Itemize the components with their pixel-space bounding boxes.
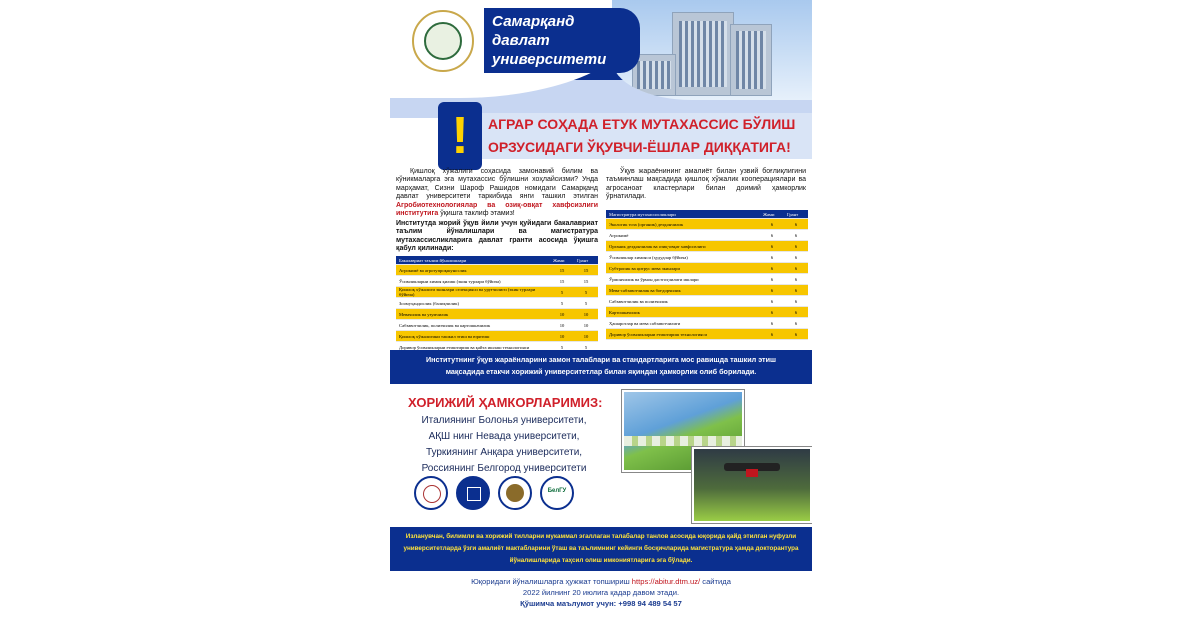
master-row <box>606 219 808 230</box>
collaboration-banner-text: Институтнинг ўқув жараёнларини замон талаблари ва стандартларига мос равишда ташкил этиш мақсадида етакчи хорижий университетлар билан яқиндан ҳамкорлик олиб борилади. <box>425 355 776 376</box>
master-cell-grant: 6 <box>784 296 808 307</box>
nevada-logo-icon <box>456 476 490 510</box>
bachelor-row <box>396 309 598 320</box>
master-cell-grant: 6 <box>784 274 808 285</box>
bachelor-cell-total: 5 <box>550 342 574 353</box>
bachelor-cell-total: 5 <box>550 287 574 298</box>
master-cell-total: 6 <box>760 285 784 296</box>
bachelor-row <box>396 276 598 287</box>
drone-field-photo <box>692 447 812 523</box>
intro-paragraph-3-text: Ўқув жараёнининг амалиёт билан узвий боғлиқлигини таъминлаш мақсадида қишлоқ хўжалик кооперациялари ва агросаноат кластерлари билан доимий ҳамкорлик ўрнатилади. <box>606 168 806 201</box>
bachelor-row <box>396 320 598 331</box>
master-cell-name: Ҳашаротлар ва мева сабзавотчилиги <box>606 318 760 329</box>
master-cell-total: 6 <box>760 230 784 241</box>
bachelor-cell-name: Қишлоқ хўжалиги экинлари селекцияси ва уруғчилиги (экин турлари бўйича) <box>396 287 550 298</box>
poster <box>390 0 812 627</box>
bachelor-cell-total: 15 <box>550 276 574 287</box>
bachelor-cell-grant: 15 <box>574 265 598 276</box>
master-cell-total: 6 <box>760 329 784 340</box>
bachelor-cell-name: Сабзавотчилик, полизчилик ва картошкачилик <box>396 320 550 331</box>
exclamation-icon: ! <box>438 102 482 170</box>
intro-paragraph-3 <box>606 168 806 202</box>
page-title <box>458 113 812 159</box>
bachelor-cell-grant: 5 <box>574 298 598 309</box>
master-cell-grant: 6 <box>784 285 808 296</box>
footer-prefix: Юқоридаги йўналишларга ҳужжат топшириш <box>471 577 632 586</box>
master-row <box>606 230 808 241</box>
footer-line-2: 2022 йилнинг 20 июлига қадар давом этади. <box>522 588 680 597</box>
master-row <box>606 252 808 263</box>
master-table <box>606 210 808 340</box>
master-header-grant: Грант <box>784 210 808 219</box>
master-cell-total: 6 <box>760 274 784 285</box>
bachelor-header-grant: Грант <box>574 256 598 265</box>
master-row <box>606 318 808 329</box>
footer-suffix: сайтида <box>700 577 731 586</box>
bachelor-row <box>396 287 598 298</box>
master-cell-grant: 6 <box>784 252 808 263</box>
master-cell-name: Доривор ўсимликларни етиштириш технологияси <box>606 329 760 340</box>
bachelor-row <box>396 298 598 309</box>
collaboration-banner <box>390 350 812 384</box>
bachelor-cell-grant: 10 <box>574 320 598 331</box>
partner-item: Италиянинг Болонья университети, <box>421 415 587 426</box>
bachelor-cell-grant: 5 <box>574 342 598 353</box>
master-cell-grant: 6 <box>784 219 808 230</box>
master-row <box>606 263 808 274</box>
partners-list <box>404 413 604 477</box>
master-row <box>606 285 808 296</box>
bachelor-row <box>396 331 598 342</box>
logo-emblem-icon <box>424 22 462 60</box>
bachelor-cell-name: Ўсимликларни химоя қилиш (экин турлари бўйича) <box>396 276 550 287</box>
master-row <box>606 274 808 285</box>
footer <box>390 576 812 609</box>
master-cell-total: 6 <box>760 307 784 318</box>
master-cell-grant: 6 <box>784 230 808 241</box>
partner-item: АҚШ нинг Невада университети, <box>428 431 580 442</box>
university-building-photo <box>612 0 812 100</box>
bachelor-cell-name: Қишлоқ хўжалигини ташкил этиш ва юритиш <box>396 331 550 342</box>
master-cell-name: Экологик тоза (органик) деҳқончилик <box>606 219 760 230</box>
university-name: Самарқанд давлат университети <box>484 8 640 73</box>
building-side <box>730 24 772 96</box>
ankara-logo-icon <box>498 476 532 510</box>
bachelor-row <box>396 265 598 276</box>
master-cell-name: Агрокимё <box>606 230 760 241</box>
master-cell-name: Субтропик ва цитрус мева экинлари <box>606 263 760 274</box>
master-cell-name: Ўсимликлар химояси (ҳудудлар бўйича) <box>606 252 760 263</box>
bachelor-table <box>396 256 598 353</box>
bachelor-cell-total: 10 <box>550 309 574 320</box>
master-cell-name: Органик деҳқончилик ва озиқ-овқат хавфсизлиги <box>606 241 760 252</box>
title-line-2: ОРЗУСИДАГИ ЎҚУВЧИ-ЁШЛАР ДИҚҚАТИГА! <box>488 139 791 155</box>
master-cell-total: 6 <box>760 318 784 329</box>
master-cell-grant: 6 <box>784 241 808 252</box>
master-row <box>606 296 808 307</box>
intro-paragraph-1 <box>396 168 598 218</box>
partner-item: Туркиянинг Анқара университети, <box>425 447 583 458</box>
intro-text-start: Қишлоқ хўжалиги соҳасида замонавий билим ва кўникмаларга эга мутахассис бўлишни хоҳлайсизми? Унда марҳамат, Сизни Шароф Рашидов номидаги Самарқанд давлат университети таркибида янги ташкил этилган <box>396 168 598 201</box>
opportunity-banner-text: Изланувчан, билимли ва хорижий тилларни мукаммал эгаллаган талабалар танлов асосида юқорида қайд этилган нуфузли университетларда ўзги амалиёт мактабларини ўташ ва таълимнинг кейинги босқичларида магистратура ҳамда докторантура йўналишларида таҳсил олиш имкониятларига эга бўлади. <box>403 533 799 564</box>
master-cell-grant: 6 <box>784 329 808 340</box>
master-cell-name: Сабзавотчилик ва полизчилик <box>606 296 760 307</box>
footer-line-1 <box>390 576 812 587</box>
master-cell-grant: 6 <box>784 263 808 274</box>
bachelor-cell-total: 10 <box>550 331 574 342</box>
master-cell-total: 6 <box>760 252 784 263</box>
bachelor-cell-name: Зоомуҳандислик (балиқчилик) <box>396 298 550 309</box>
belgorod-logo-icon <box>540 476 574 510</box>
abitur-link[interactable]: https://abitur.dtm.uz/ <box>631 577 701 586</box>
master-cell-total: 6 <box>760 241 784 252</box>
title-line-1: АГРАР СОҲАДА ЕТУК МУТАХАССИС БЎЛИШ <box>488 116 796 132</box>
bachelor-cell-name: Мевачилик ва узумчилик <box>396 309 550 320</box>
master-cell-grant: 6 <box>784 318 808 329</box>
bachelor-cell-name: Доривор ўсимликларни етиштириш ва қайта ишлаш технологияси <box>396 342 550 353</box>
master-header-total: Жами <box>760 210 784 219</box>
bachelor-header-name: Бакалавриат таълим йўналишлари <box>396 256 550 265</box>
bachelor-header-total: Жами <box>550 256 574 265</box>
master-cell-grant: 6 <box>784 307 808 318</box>
intro-paragraph-2: Институтда жорий ўқув йили учун қуйидаги бакалавриат таълим йўналишлари ва магистратура мутахассисликларига давлат гранти асосида ўқишга қабул қилинади: <box>396 220 598 253</box>
belgorod-logo-text: БелГУ <box>547 488 567 494</box>
partners-title: ХОРИЖИЙ ҲАМКОРЛАРИМИЗ: <box>408 395 603 410</box>
bologna-logo-icon <box>414 476 448 510</box>
bachelor-cell-total: 10 <box>550 320 574 331</box>
bachelor-cell-grant: 15 <box>574 276 598 287</box>
master-cell-total: 6 <box>760 219 784 230</box>
master-header-name: Магистратура мутахассисликлари <box>606 210 760 219</box>
bachelor-cell-grant: 10 <box>574 309 598 320</box>
contact-phone: Қўшимча маълумот учун: +998 94 489 54 57 <box>520 599 682 608</box>
partner-item: Россиянинг Белгород университети <box>421 463 587 474</box>
master-row <box>606 307 808 318</box>
master-row <box>606 241 808 252</box>
bachelor-cell-name: Агрокимё ва агротупроқшунослик <box>396 265 550 276</box>
master-row <box>606 329 808 340</box>
master-cell-total: 6 <box>760 296 784 307</box>
master-cell-name: Мева-сабзавотчилик ва боғдорчилик <box>606 285 760 296</box>
bachelor-cell-grant: 10 <box>574 331 598 342</box>
building-main <box>672 12 734 96</box>
master-cell-name: Картошкачилик <box>606 307 760 318</box>
bachelor-cell-grant: 5 <box>574 287 598 298</box>
university-logo <box>412 10 474 72</box>
master-cell-total: 6 <box>760 263 784 274</box>
institute-name-highlight: Агробиотехнологиялар ва озиқ-овқат хавфсизлиги институтига <box>396 201 598 218</box>
master-cell-name: Ўрмончилик ва ўрмон дастгоҳчилиги ишлари <box>606 274 760 285</box>
intro-text-end: ўқишга таклиф этамиз! <box>438 210 515 218</box>
bachelor-cell-total: 15 <box>550 265 574 276</box>
bachelor-cell-total: 5 <box>550 298 574 309</box>
